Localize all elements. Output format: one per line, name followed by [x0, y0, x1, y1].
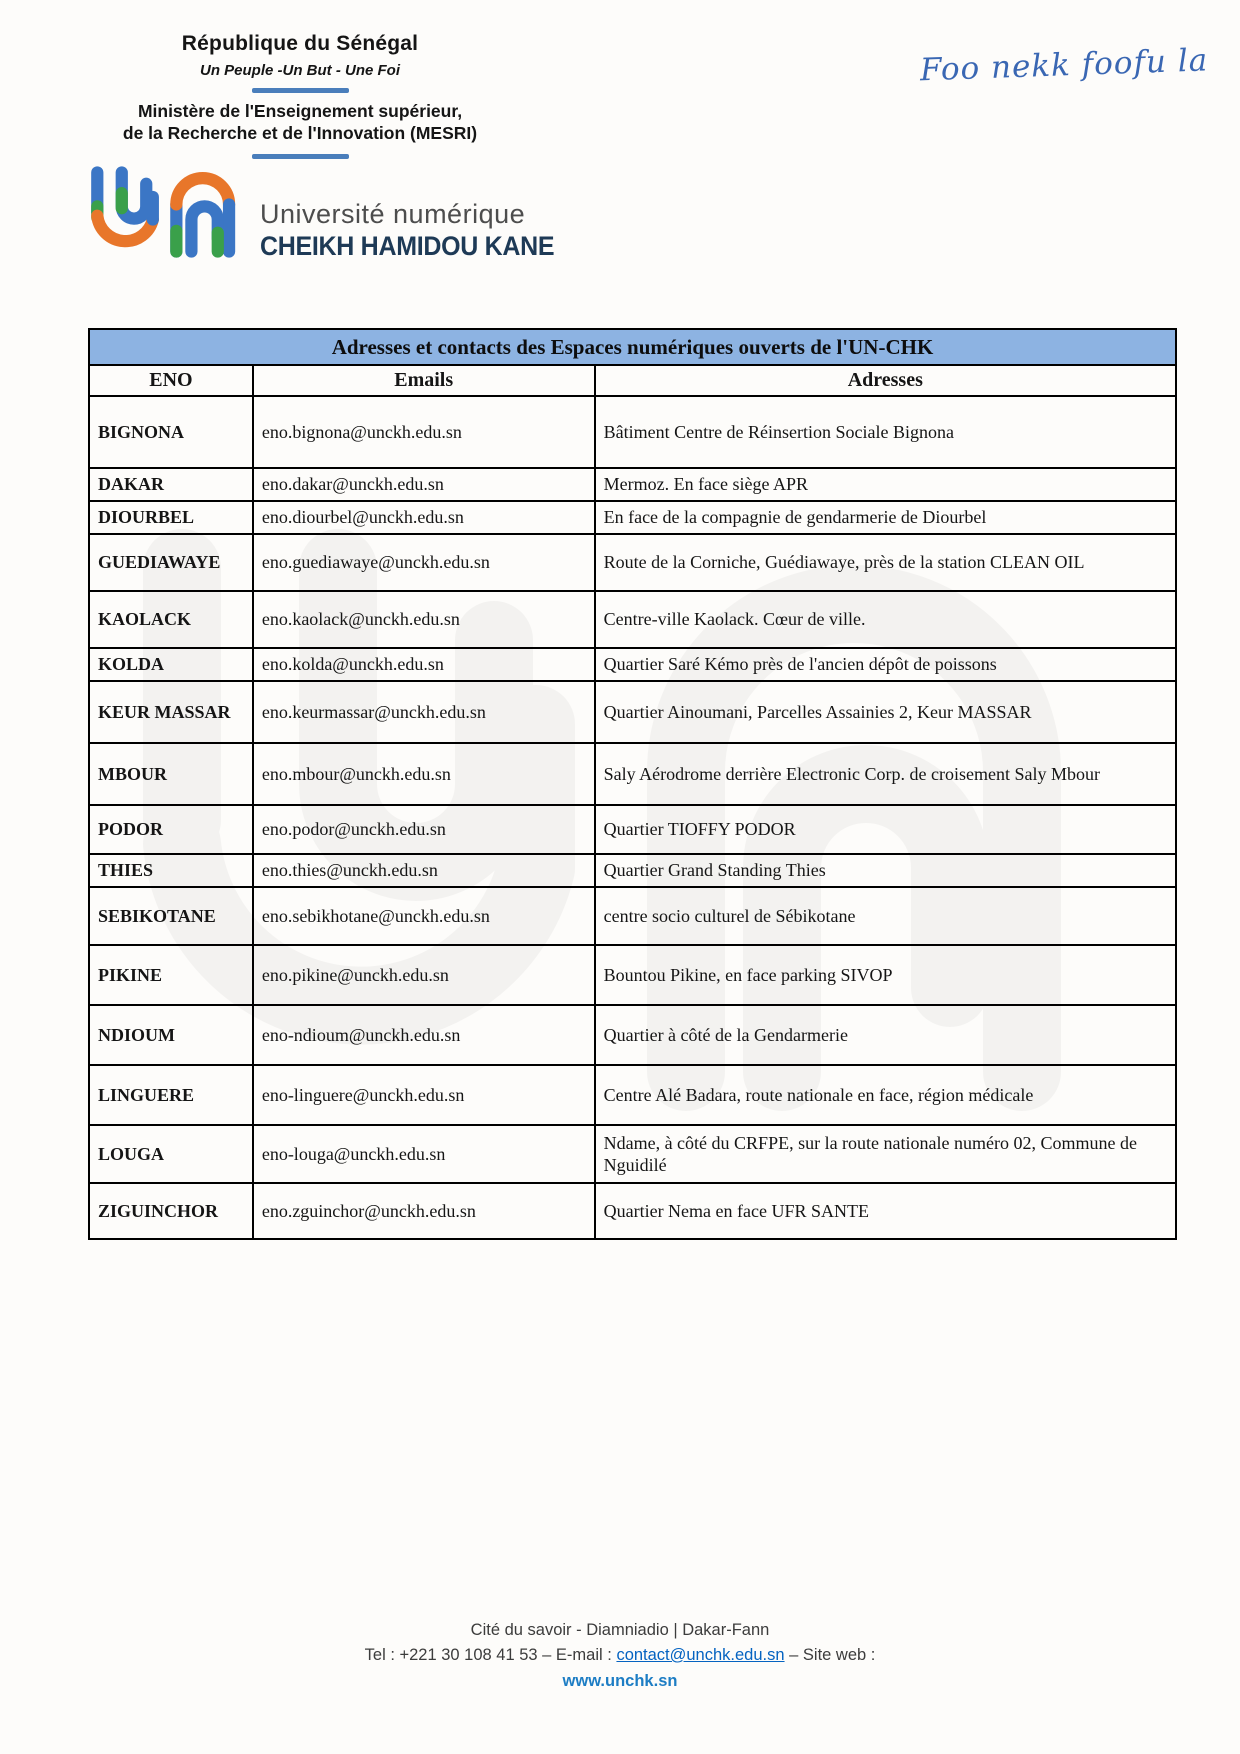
- email-cell: eno.thies@unckh.edu.sn: [254, 855, 596, 886]
- address-cell: Quartier Nema en face UFR SANTE: [603, 1200, 870, 1221]
- address-cell: En face de la compagnie de gendarmerie de Diourbel: [603, 507, 987, 528]
- address-cell: Quartier Ainoumani, Parcelles Assainies 2, Keur MASSAR: [603, 701, 1032, 722]
- table-row: [90, 469, 1175, 502]
- address-cell: Ndame, à côté du CRFPE, sur la route nationale numéro 02, Commune de Nguidilé: [603, 1132, 1137, 1175]
- column-header-eno: ENO: [90, 366, 254, 395]
- footer-website-link[interactable]: www.unchk.sn: [562, 1671, 678, 1690]
- eno-cell: KOLDA: [90, 649, 254, 680]
- footer-contact-suffix: – Site web :: [784, 1645, 876, 1664]
- email-cell: eno.podor@unckh.edu.sn: [254, 806, 596, 853]
- eno-cell: MBOUR: [90, 744, 254, 804]
- handwritten-slogan: Foo nekk foofu la: [919, 42, 1209, 89]
- footer-contact-prefix: Tel : +221 30 108 41 53 – E-mail :: [364, 1645, 617, 1664]
- email-cell: eno.sebikhotane@unckh.edu.sn: [254, 888, 596, 944]
- email-cell: eno.kaolack@unckh.edu.sn: [254, 592, 596, 647]
- ministry-line-2: de la Recherche et de l'Innovation (MESRI): [122, 122, 478, 143]
- ministry-name: [40, 101, 560, 145]
- eno-cell: GUEDIAWAYE: [90, 535, 254, 590]
- footer-contact-line: [0, 1643, 1240, 1668]
- table-row: [90, 1066, 1175, 1126]
- eno-cell: BIGNONA: [90, 397, 254, 467]
- eno-cell: NDIOUM: [90, 1006, 254, 1064]
- eno-cell: SEBIKOTANE: [90, 888, 254, 944]
- table-row: [90, 855, 1175, 888]
- divider-rule-bottom: [252, 154, 349, 159]
- eno-cell: KEUR MASSAR: [90, 682, 254, 742]
- address-cell: Quartier Saré Kémo près de l'ancien dépôt de poissons: [603, 654, 997, 675]
- table-row: [90, 946, 1175, 1006]
- address-cell: Centre Alé Badara, route nationale en face, région médicale: [603, 1084, 1034, 1105]
- email-cell: eno-ndioum@unckh.edu.sn: [254, 1006, 596, 1064]
- republic-title: République du Sénégal: [181, 32, 419, 55]
- email-cell: eno-louga@unckh.edu.sn: [254, 1126, 596, 1182]
- table-row: [90, 682, 1175, 744]
- email-cell: eno.bignona@unckh.edu.sn: [254, 397, 596, 467]
- address-cell: centre socio culturel de Sébikotane: [603, 905, 856, 926]
- table-row: [90, 397, 1175, 469]
- table-row: [90, 649, 1175, 682]
- address-cell: Centre-ville Kaolack. Cœur de ville.: [603, 609, 866, 630]
- table-row: [90, 888, 1175, 946]
- table-row: [90, 744, 1175, 806]
- table-body: [90, 397, 1175, 1238]
- contacts-table: [88, 328, 1177, 1240]
- address-cell: Mermoz. En face siège APR: [603, 474, 809, 495]
- email-cell: eno.diourbel@unckh.edu.sn: [254, 502, 596, 533]
- address-cell: Bâtiment Centre de Réinsertion Sociale Bignona: [603, 421, 955, 442]
- university-name: [260, 165, 554, 260]
- email-cell: eno.zguinchor@unckh.edu.sn: [254, 1184, 596, 1238]
- eno-cell: DAKAR: [90, 469, 254, 500]
- email-cell: eno.kolda@unckh.edu.sn: [254, 649, 596, 680]
- national-motto: Un Peuple -Un But - Une Foi: [200, 62, 400, 79]
- email-cell: eno-linguere@unckh.edu.sn: [254, 1066, 596, 1124]
- eno-cell: LOUGA: [90, 1126, 254, 1182]
- eno-cell: ZIGUINCHOR: [90, 1184, 254, 1238]
- address-cell: Quartier TIOFFY PODOR: [603, 819, 796, 840]
- address-cell: Quartier Grand Standing Thies: [603, 860, 826, 881]
- eno-cell: DIOURBEL: [90, 502, 254, 533]
- government-header: [40, 32, 560, 167]
- email-cell: eno.keurmassar@unckh.edu.sn: [254, 682, 596, 742]
- email-cell: eno.pikine@unckh.edu.sn: [254, 946, 596, 1004]
- column-header-emails: Emails: [254, 366, 596, 395]
- ministry-line-1: Ministère de l'Enseignement supérieur,: [137, 101, 463, 121]
- eno-cell: LINGUERE: [90, 1066, 254, 1124]
- table-column-headers: [90, 366, 1175, 397]
- un-monogram-icon: [86, 160, 246, 264]
- divider-rule-top: [252, 88, 349, 93]
- column-header-adresses: Adresses: [847, 369, 923, 391]
- address-cell: Route de la Corniche, Guédiawaye, près de la station CLEAN OIL: [603, 552, 1085, 573]
- eno-cell: PODOR: [90, 806, 254, 853]
- table-row: [90, 806, 1175, 855]
- address-cell: Quartier à côté de la Gendarmerie: [603, 1024, 848, 1045]
- footer-email-link[interactable]: contact@unchk.edu.sn: [616, 1645, 785, 1664]
- table-row: [90, 535, 1175, 592]
- email-cell: eno.dakar@unckh.edu.sn: [254, 469, 596, 500]
- table-row: [90, 502, 1175, 535]
- email-cell: eno.guediawaye@unckh.edu.sn: [254, 535, 596, 590]
- table-row: [90, 1126, 1175, 1184]
- university-logo: [86, 160, 554, 264]
- table-row: [90, 1184, 1175, 1238]
- email-cell: eno.mbour@unckh.edu.sn: [254, 744, 596, 804]
- eno-cell: THIES: [90, 855, 254, 886]
- address-cell: Bountou Pikine, en face parking SIVOP: [603, 964, 893, 985]
- address-cell: Saly Aérodrome derrière Electronic Corp. de croisement Saly Mbour: [603, 763, 1100, 784]
- footer-address-line: Cité du savoir - Diamniadio | Dakar-Fann: [470, 1621, 770, 1639]
- table-row: [90, 1006, 1175, 1066]
- university-name-line1: Université numérique: [260, 198, 526, 229]
- eno-cell: KAOLACK: [90, 592, 254, 647]
- table-row: [90, 592, 1175, 649]
- eno-cell: PIKINE: [90, 946, 254, 1004]
- page-footer: [0, 1618, 1240, 1693]
- table-title: Adresses et contacts des Espaces numériques ouverts de l'UN-CHK: [90, 330, 1175, 366]
- university-name-line2: CHEIKH HAMIDOU KANE: [260, 230, 555, 261]
